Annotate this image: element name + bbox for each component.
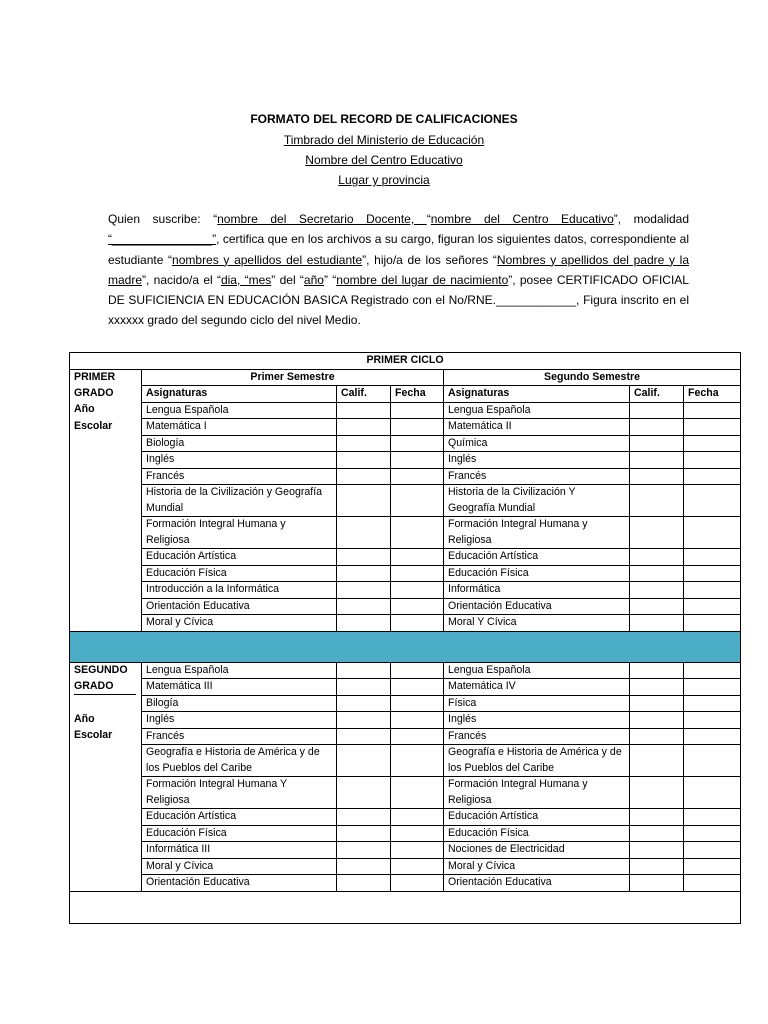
grade-cell-sem2[interactable]: [630, 662, 684, 679]
table-row: [70, 402, 741, 419]
grade-cell-sem1[interactable]: [337, 435, 391, 452]
subject-sem2: Lengua Española: [444, 662, 630, 679]
grade-cell-sem1[interactable]: [337, 549, 391, 566]
grade-cell-sem2[interactable]: [630, 402, 684, 419]
subject-sem1: Informática III: [142, 842, 337, 859]
subject-sem1: Orientación Educativa: [142, 875, 337, 892]
subject-sem2: Educación Física: [444, 565, 630, 582]
subject-sem1: Geografía e Historia de América y de los Pueblos del Caribe: [142, 745, 337, 777]
grade-cell-sem1[interactable]: [337, 809, 391, 826]
grade-cell-sem1[interactable]: [337, 712, 391, 729]
subject-sem2: Francés: [444, 468, 630, 485]
table-row: [70, 777, 741, 809]
date-cell-sem1[interactable]: [391, 712, 444, 729]
col-date-2: Fecha: [684, 386, 741, 403]
grade-cell-sem1[interactable]: [337, 842, 391, 859]
table-row: [70, 452, 741, 469]
date-cell-sem1[interactable]: [391, 565, 444, 582]
date-cell-sem1[interactable]: [391, 435, 444, 452]
subject-sem1: Biología: [142, 435, 337, 452]
date-cell-sem1[interactable]: [391, 485, 444, 517]
date-cell-sem2[interactable]: [684, 662, 741, 679]
subject-sem2: Orientación Educativa: [444, 598, 630, 615]
date-cell-sem2[interactable]: [684, 549, 741, 566]
subject-sem1: Francés: [142, 728, 337, 745]
subject-sem1: Educación Artística: [142, 809, 337, 826]
grade-cell-sem1[interactable]: [337, 777, 391, 809]
subject-sem2: Educación Física: [444, 825, 630, 842]
grades-table: [69, 352, 741, 924]
subject-sem2: Matemática II: [444, 419, 630, 436]
table-row: [70, 825, 741, 842]
grade-cell-sem1[interactable]: [337, 565, 391, 582]
col-grade-2: Calif.: [630, 386, 684, 403]
subject-sem2: Educación Artística: [444, 809, 630, 826]
grade-cell-sem2[interactable]: [630, 452, 684, 469]
subject-sem2: Historia de la Civilización Y Geografía Mundial: [444, 485, 630, 517]
grade-cell-sem2[interactable]: [630, 485, 684, 517]
date-cell-sem1[interactable]: [391, 582, 444, 599]
grade-cell-sem1[interactable]: [337, 419, 391, 436]
table-row: [70, 662, 741, 679]
table-row: [70, 468, 741, 485]
subject-sem1: Lengua Española: [142, 662, 337, 679]
subject-sem2: Moral y Cívica: [444, 858, 630, 875]
grade-cell-sem2[interactable]: [630, 549, 684, 566]
grade2-label4: Escolar: [74, 729, 113, 741]
grade-cell-sem1[interactable]: [337, 728, 391, 745]
table-row: [70, 582, 741, 599]
date-cell-sem2[interactable]: [684, 598, 741, 615]
date-cell-sem2[interactable]: [684, 695, 741, 712]
subject-sem1: Matemática I: [142, 419, 337, 436]
grade-cell-sem1[interactable]: [337, 615, 391, 632]
col-grade-1: Calif.: [337, 386, 391, 403]
ministry-stamp-line: Timbrado del Ministerio de Educación: [283, 133, 485, 147]
table-row: [70, 435, 741, 452]
subject-sem1: Historia de la Civilización y Geografía Mundial: [142, 485, 337, 517]
subject-sem1: Educación Física: [142, 825, 337, 842]
grade-cell-sem1[interactable]: [337, 402, 391, 419]
table-row: [70, 712, 741, 729]
grade-cell-sem1[interactable]: [337, 517, 391, 549]
semester1-title: Primer Semestre: [142, 369, 444, 386]
grade-cell-sem1[interactable]: [337, 468, 391, 485]
date-cell-sem2[interactable]: [684, 452, 741, 469]
table-row: [70, 549, 741, 566]
table-row: [70, 809, 741, 826]
grade-cell-sem1[interactable]: [337, 825, 391, 842]
subject-sem1: Formación Integral Humana y Religiosa: [142, 517, 337, 549]
subject-sem2: Formación Integral Humana y Religiosa: [444, 777, 630, 809]
date-cell-sem2[interactable]: [684, 485, 741, 517]
grade-cell-sem1[interactable]: [337, 679, 391, 696]
grade-cell-sem2[interactable]: [630, 825, 684, 842]
grade-cell-sem2[interactable]: [630, 582, 684, 599]
date-cell-sem2[interactable]: [684, 745, 741, 777]
grade-cell-sem1[interactable]: [337, 875, 391, 892]
date-cell-sem1[interactable]: [391, 809, 444, 826]
date-cell-sem2[interactable]: [684, 615, 741, 632]
table-row: [70, 565, 741, 582]
date-cell-sem1[interactable]: [391, 679, 444, 696]
subject-sem2: Lengua Española: [444, 402, 630, 419]
section-divider-band: [70, 631, 741, 662]
date-cell-sem2[interactable]: [684, 679, 741, 696]
subject-sem2: Matemática IV: [444, 679, 630, 696]
date-cell-sem2[interactable]: [684, 728, 741, 745]
date-cell-sem1[interactable]: [391, 419, 444, 436]
date-cell-sem1[interactable]: [391, 842, 444, 859]
grade-cell-sem2[interactable]: [630, 695, 684, 712]
subject-sem1: Inglés: [142, 712, 337, 729]
grade-cell-sem1[interactable]: [337, 745, 391, 777]
table-row: [70, 858, 741, 875]
table-row: [70, 485, 741, 517]
subject-sem2: Inglés: [444, 712, 630, 729]
date-cell-sem1[interactable]: [391, 695, 444, 712]
table-footer-row: [70, 891, 741, 923]
date-cell-sem2[interactable]: [684, 875, 741, 892]
date-cell-sem1[interactable]: [391, 875, 444, 892]
date-cell-sem1[interactable]: [391, 517, 444, 549]
grade2-label3: Año: [74, 712, 95, 725]
grade-cell-sem2[interactable]: [630, 517, 684, 549]
date-cell-sem1[interactable]: [391, 662, 444, 679]
grade1-label4: Escolar: [74, 419, 113, 432]
grade-cell-sem2[interactable]: [630, 435, 684, 452]
date-cell-sem1[interactable]: [391, 468, 444, 485]
subject-sem2: Geografía e Historia de América y de los Pueblos del Caribe: [444, 745, 630, 777]
date-cell-sem1[interactable]: [391, 825, 444, 842]
subject-sem2: Formación Integral Humana y Religiosa: [444, 517, 630, 549]
subject-sem1: Inglés: [142, 452, 337, 469]
grade-cell-sem2[interactable]: [630, 712, 684, 729]
date-cell-sem2[interactable]: [684, 402, 741, 419]
grade-cell-sem2[interactable]: [630, 598, 684, 615]
grades-table-wrapper: [69, 352, 740, 924]
grade-cell-sem1[interactable]: [337, 485, 391, 517]
date-cell-sem2[interactable]: [684, 712, 741, 729]
subject-sem1: Orientación Educativa: [142, 598, 337, 615]
subject-sem2: Educación Artística: [444, 549, 630, 566]
date-cell-sem1[interactable]: [391, 402, 444, 419]
date-cell-sem1[interactable]: [391, 615, 444, 632]
grade-cell-sem2[interactable]: [630, 745, 684, 777]
date-cell-sem1[interactable]: [391, 777, 444, 809]
subject-sem1: Lengua Española: [142, 402, 337, 419]
table-row: [70, 695, 741, 712]
date-cell-sem2[interactable]: [684, 777, 741, 809]
semester2-title: Segundo Semestre: [444, 369, 741, 386]
subject-sem1: Bilogía: [142, 695, 337, 712]
grade-cell-sem1[interactable]: [337, 582, 391, 599]
grade-cell-sem1[interactable]: [337, 695, 391, 712]
school-name-line: Nombre del Centro Educativo: [305, 153, 463, 167]
subject-sem2: Moral Y Cívica: [444, 615, 630, 632]
table-row: [70, 419, 741, 436]
date-cell-sem2[interactable]: [684, 825, 741, 842]
date-cell-sem2[interactable]: [684, 842, 741, 859]
date-cell-sem1[interactable]: [391, 745, 444, 777]
date-cell-sem2[interactable]: [684, 468, 741, 485]
date-cell-sem1[interactable]: [391, 598, 444, 615]
grade-cell-sem1[interactable]: [337, 858, 391, 875]
table-row: [70, 842, 741, 859]
location-line: Lugar y provincia: [338, 173, 430, 187]
grade-cell-sem2[interactable]: [630, 842, 684, 859]
grade1-label3: Año: [74, 403, 95, 415]
table-row: [70, 745, 741, 777]
subject-sem2: Informática: [444, 582, 630, 599]
col-date-1: Fecha: [391, 386, 444, 403]
certification-paragraph: Quien suscribe: “nombre del Secretario Docente, “nombre del Centro Educativo”, modalidad “_______________”, certifica que en los archivos a su cargo, figuran los siguientes datos, correspondiente al estudiante “nombres y apellidos del estudiante”, hijo/a de los señores “Nombres y apellidos del padre y la madre”, nacido/a el “dia, “mes” del “año” “nombre del lugar de nacimiento”, posee CERTIFICADO OFICIAL DE SUFICIENCIA EN EDUCACIÓN BASICA Registrado con el No/RNE.____________, Figura inscrito en el xxxxxx grado del segundo ciclo del nivel Medio.: [108, 212, 690, 328]
grade-cell-sem2[interactable]: [630, 565, 684, 582]
grade2-label: SEGUNDO: [74, 663, 128, 676]
date-cell-sem2[interactable]: [684, 582, 741, 599]
subject-sem1: Francés: [142, 468, 337, 485]
table-row: [70, 615, 741, 632]
grade-cell-sem2[interactable]: [630, 679, 684, 696]
cycle-title: PRIMER CICLO: [70, 353, 741, 370]
grade-cell-sem2[interactable]: [630, 728, 684, 745]
subject-sem1: Educación Artística: [142, 549, 337, 566]
document-title: FORMATO DEL RECORD DE CALIFICACIONES: [250, 112, 518, 126]
subject-sem2: Orientación Educativa: [444, 875, 630, 892]
table-row: [70, 517, 741, 549]
subject-sem1: Matemática III: [142, 679, 337, 696]
col-subjects-2: Asignaturas: [444, 386, 630, 403]
grade-cell-sem1[interactable]: [337, 662, 391, 679]
subject-sem2: Inglés: [444, 452, 630, 469]
subject-sem1: Moral y Cívica: [142, 615, 337, 632]
subject-sem2: Francés: [444, 728, 630, 745]
date-cell-sem2[interactable]: [684, 419, 741, 436]
grade-cell-sem2[interactable]: [630, 468, 684, 485]
date-cell-sem1[interactable]: [391, 452, 444, 469]
table-row: [70, 598, 741, 615]
subject-sem2: Química: [444, 435, 630, 452]
subject-sem2: Física: [444, 695, 630, 712]
grade-cell-sem2[interactable]: [630, 809, 684, 826]
grade1-label: PRIMER: [70, 369, 142, 386]
date-cell-sem2[interactable]: [684, 858, 741, 875]
col-subjects-1: Asignaturas: [142, 386, 337, 403]
date-cell-sem1[interactable]: [391, 549, 444, 566]
subject-sem1: Introducción a la Informática: [142, 582, 337, 599]
date-cell-sem2[interactable]: [684, 435, 741, 452]
grade-cell-sem1[interactable]: [337, 452, 391, 469]
grade1-label-line2: GRADO: [74, 386, 114, 399]
grade-cell-sem2[interactable]: [630, 875, 684, 892]
subject-sem1: Educación Física: [142, 565, 337, 582]
table-row: [70, 679, 741, 696]
grade-cell-sem2[interactable]: [630, 777, 684, 809]
date-cell-sem1[interactable]: [391, 858, 444, 875]
grade2-label-line2: GRADO: [74, 679, 136, 696]
table-row: [70, 875, 741, 892]
date-cell-sem2[interactable]: [684, 565, 741, 582]
grade-cell-sem2[interactable]: [630, 615, 684, 632]
date-cell-sem2[interactable]: [684, 517, 741, 549]
date-cell-sem1[interactable]: [391, 728, 444, 745]
date-cell-sem2[interactable]: [684, 809, 741, 826]
grade-cell-sem1[interactable]: [337, 598, 391, 615]
table-row: [70, 728, 741, 745]
subject-sem1: Formación Integral Humana Y Religiosa: [142, 777, 337, 809]
grade-cell-sem2[interactable]: [630, 858, 684, 875]
grade-cell-sem2[interactable]: [630, 419, 684, 436]
subject-sem2: Nociones de Electricidad: [444, 842, 630, 859]
subject-sem1: Moral y Cívica: [142, 858, 337, 875]
